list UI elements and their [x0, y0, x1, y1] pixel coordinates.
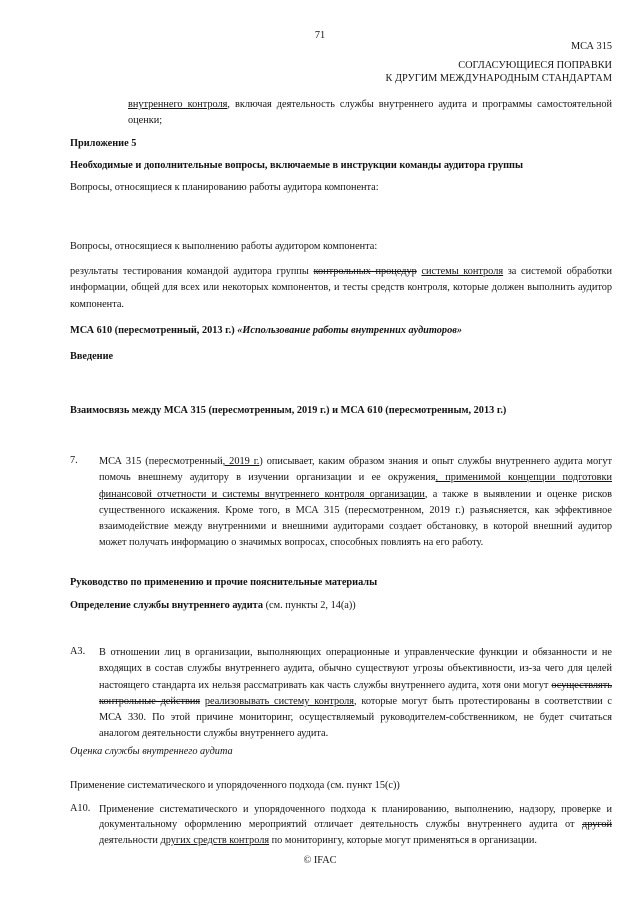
testing-results-paragraph: результаты тестирования командой аудитора группы контрольных процедур системы контроля за системой обработки информации, общей для всех или некоторых компонентов, и тесты средств контроля, которые должен выполнить аудитор компонента.: [70, 266, 612, 310]
underlined-insert: других средств контроля: [160, 834, 270, 846]
relation-heading: Взаимосвязь между МСА 315 (пересмотренным, 2019 г.) и МСА 610 (пересмотренным, 2013 г.): [70, 405, 507, 416]
performance-questions-label: Вопросы, относящиеся к выполнению работы аудитором компонента:: [70, 241, 378, 252]
definition-heading: Определение службы внутреннего аудита (см. пункты 2, 14(a)): [70, 600, 356, 611]
planning-questions-label: Вопросы, относящиеся к планированию работы аудитора компонента:: [70, 182, 379, 193]
paragraph-number: A10.: [70, 803, 91, 814]
struck-text: другой: [581, 819, 612, 831]
systematic-approach-label: Применение систематического и упорядоченного подхода (см. пункт 15(c)): [70, 780, 400, 791]
underlined-insert: , применимой концепции подготовки финансовой отчетности и системы внутреннего контроля организации: [99, 472, 612, 500]
struck-text: осуществлять контрольные действия: [99, 679, 612, 707]
underlined-insert: системы контроля: [421, 266, 504, 277]
page-number: 71: [314, 30, 326, 41]
underlined-insert: внутреннего контроля: [128, 99, 228, 110]
struck-text: контрольных процедур: [313, 266, 417, 277]
underlined-insert: , 2019 г.: [222, 456, 260, 467]
appendix-heading: Необходимые и дополнительные вопросы, включаемые в инструкции команды аудитора группы: [70, 160, 524, 171]
evaluation-heading: Оценка службы внутреннего аудита: [70, 746, 233, 757]
paragraph-7: МСА 315 (пересмотренный, 2019 г.) описывает, каким образом знания и опыт службы внутреннего аудита могут помочь внешнему аудитору в изучении организации и ее окружения, применимой концепции подготовки финансовой отчетности и системы внутреннего контроля организации, а также в выявлении и оценке рисков существенного искажения. Кроме того, в МСА 315 (пересмотренном, 2019 г.) разъясняется, как эффективное взаимодействие между внутренними и внешними аудиторами создает обстановку, в которой внешний аудитор может получать информацию о значимых вопросах, способных повлиять на его работу.: [99, 456, 612, 549]
guidance-heading: Руководство по применению и прочие пояснительные материалы: [70, 577, 378, 588]
header-subtitle-1: СОГЛАСУЮЩИЕСЯ ПОПРАВКИ: [458, 60, 612, 71]
header-subtitle-2: К ДРУГИМ МЕЖДУНАРОДНЫМ СТАНДАРТАМ: [385, 73, 612, 84]
isa610-title: МСА 610 (пересмотренный, 2013 г.) «Использование работы внутренних аудиторов»: [70, 325, 462, 336]
paragraph-a10: Применение систематического и упорядоченного подхода к планированию, выполнению, надзору, проверке и документальному оформлению мероприятий отличает деятельность службы внутреннего аудита от другой деятельности других средств контроля по мониторингу, которые могут применяться в организации.: [99, 804, 612, 846]
appendix-title: Приложение 5: [70, 138, 137, 149]
intro-heading: Введение: [70, 351, 114, 362]
footer-copyright: © IFAC: [303, 855, 337, 866]
paragraph-a3: В отношении лиц в организации, выполняющих операционные и управленческие функции и обязанности и не входящих в состав службы внутреннего аудита, обычно существуют угрозы объективности, из-за чего для целей настоящего стандарта их нельзя рассматривать как часть службы внутреннего аудита, хотя они могут осуществлять контрольные действия реализовывать систему контроля, которые могут быть протестированы в соответствии с МСА 330. По этой причине мониторинг, осуществляемый руководителем-собственником, не будет считаться аналогом деятельности службы внутреннего аудита.: [99, 647, 612, 740]
paragraph-number: A3.: [70, 646, 86, 657]
underlined-insert: реализовывать систему контроля: [204, 695, 355, 707]
doc-code: МСА 315: [571, 41, 612, 52]
list-continuation: внутреннего контроля, включая деятельность службы внутреннего аудита и программы самостоятельной оценки;: [128, 99, 612, 127]
paragraph-number: 7.: [70, 455, 78, 466]
